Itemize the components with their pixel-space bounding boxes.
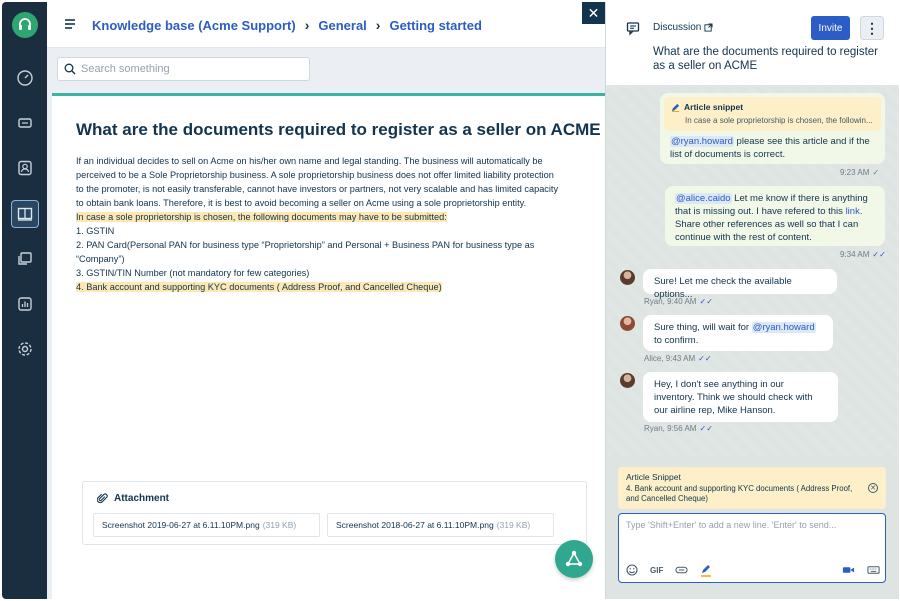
double-check-icon: ✓✓ [872,250,886,259]
search-box[interactable] [57,57,310,81]
message-body: Let me know if there is anything that is missing out. I have refered to this [675,193,868,217]
video-call-icon[interactable] [842,565,855,575]
composer-toolbar [626,562,882,578]
message-bubble-incoming [643,372,838,422]
file-name: Screenshot 2018-06-27 at 6.11.10PM.png [336,520,494,530]
avatar [620,373,635,388]
snippet-title: Article Snippet [626,472,681,482]
chevron-right-icon: › [375,17,381,33]
snippet-body: In case a sole proprietorship is chosen, the followin... [685,116,873,125]
avatar [620,270,635,285]
message-bubble-outgoing [665,186,885,246]
mention-link[interactable]: @alice.caido [676,193,731,204]
discussion-icon [626,21,642,37]
list-item: 1. GSTIN [76,226,115,236]
message-meta [644,354,712,363]
attachment-header [97,493,169,504]
timestamp-text: Ryan, 9:40 AM [644,297,697,306]
timestamp-text: Ryan, 9:56 AM [644,424,697,433]
attachment-card [82,481,587,545]
network-share-icon [564,549,584,569]
double-check-icon: ✓✓ [698,354,712,363]
message-text [660,135,885,161]
close-button[interactable]: ✕ [582,2,605,24]
discussion-link[interactable] [653,22,713,33]
search-icon [64,63,76,75]
highlighter-pen-icon[interactable] [700,564,712,577]
emoji-icon[interactable] [626,564,638,576]
message-composer [618,513,886,583]
discussion-header [606,2,899,86]
message-body: Sure! Let me check the available options... [654,276,792,300]
header-bar [47,2,605,48]
remove-snippet-close-icon[interactable]: ✕ [868,483,878,493]
dashboard-gauge-icon[interactable] [11,64,39,92]
highlighted-list-item: 4. Bank account and supporting KYC documents ( Address Proof, and Cancelled Cheque) [76,282,442,292]
menu-icon[interactable] [63,17,77,31]
knowledge-base-book-icon[interactable] [11,200,39,228]
headset-logo-icon[interactable] [12,12,38,38]
tickets-icon[interactable] [11,109,39,137]
snippet-body: 4. Bank account and supporting KYC documents ( Address Proof, and Cancelled Cheque) [626,484,853,503]
message-link[interactable]: link. [845,206,863,217]
chevron-right-icon: › [304,17,310,33]
check-icon: ✓ [872,168,880,177]
discussion-pane [605,2,898,599]
avatar [620,316,635,331]
keyboard-icon[interactable] [867,565,880,575]
timestamp-text: Alice, 9:43 AM [644,354,696,363]
article-title: What are the documents required to register as a seller on ACME [76,120,601,139]
article-snippet-quote[interactable] [664,97,881,131]
list-item: 2. PAN Card(Personal PAN for business type “Proprietorship” and Personal + Business PAN for business type as “Company”) [76,240,535,264]
message-timestamp [840,250,886,259]
breadcrumb-getting-started[interactable]: Getting started [389,17,482,33]
message-input[interactable] [626,520,876,548]
message-bubble-incoming [643,269,837,300]
message-body: to confirm. [654,335,699,346]
attachment-icon[interactable] [675,565,688,575]
settings-gear-icon[interactable] [11,335,39,363]
contacts-icon[interactable] [11,154,39,182]
file-size: (319 KB) [262,520,297,530]
file-size: (319 KB) [496,520,531,530]
attachment-file[interactable] [93,513,320,537]
discussion-title: What are the documents required to register as a seller on ACME [653,46,879,72]
message-list[interactable] [606,87,899,457]
composer-area [606,457,899,599]
left-rail [2,2,47,599]
mention-link[interactable]: @ryan.howard [671,136,733,147]
breadcrumb [92,17,482,33]
article-body [76,154,564,294]
highlighted-text: In case a sole proprietorship is chosen, the following documents may have to be submitted: [76,212,447,222]
message-meta [644,297,713,306]
more-options-button[interactable]: ⋮ [860,16,884,40]
attachment-file[interactable] [327,513,554,537]
double-check-icon: ✓✓ [699,297,713,306]
message-bubble-outgoing [660,93,885,164]
mention-link[interactable]: @ryan.howard [752,322,815,333]
article-panel [52,93,605,599]
attachment-title: Attachment [114,493,170,504]
message-bubble-incoming [643,315,833,351]
breadcrumb-general[interactable]: General [318,17,367,33]
invite-button[interactable]: Invite [811,16,850,40]
paperclip-icon [97,493,108,504]
main-pane [47,2,605,599]
attached-snippet-card [618,467,886,509]
conversations-icon[interactable] [11,245,39,273]
message-meta [644,424,713,433]
timestamp-text: 9:34 AM [840,250,870,259]
message-body: Share other references as well so that I can continue with the rest of content. [675,219,859,243]
snippet-title: Article snippet [684,102,744,112]
search-input[interactable] [81,63,301,75]
reports-icon[interactable] [11,290,39,318]
breadcrumb-knowledge-base[interactable]: Knowledge base (Acme Support) [92,17,296,33]
timestamp-text: 9:23 AM [840,168,870,177]
search-toolbar [47,48,605,94]
double-check-icon: ✓✓ [699,424,713,433]
discussion-label: Discussion [653,22,702,33]
pencil-icon [671,103,680,112]
gif-button[interactable]: GIF [650,565,664,575]
share-fab-button[interactable] [555,540,593,578]
file-name: Screenshot 2019-06-27 at 6.11.10PM.png [102,520,260,530]
list-item: 3. GSTIN/TIN Number (not mandatory for few categories) [76,268,310,278]
article-paragraph: If an individual decides to sell on Acme on his/her own name and legal standing. The business will automatically be perceived to be a Sole Proprietorship business. A sole proprietorship business does not offer limited liability protection to the promoter, is not easily transferable, cannot have investors or partners, not very scalable and has limited capacity to obtain bank loans. Therefore, it is best to avoid becoming a seller on Acme using a sole proprietorship entity. [76,156,559,208]
message-body: Sure thing, will wait for [654,322,752,333]
message-body: Hey, I don't see anything in our inventory. Think we should check with our airline rep, Mike Hanson. [654,379,813,416]
message-body: please see this article and if the list of documents is correct. [670,136,870,160]
message-timestamp [840,168,879,177]
external-link-icon [704,23,713,32]
